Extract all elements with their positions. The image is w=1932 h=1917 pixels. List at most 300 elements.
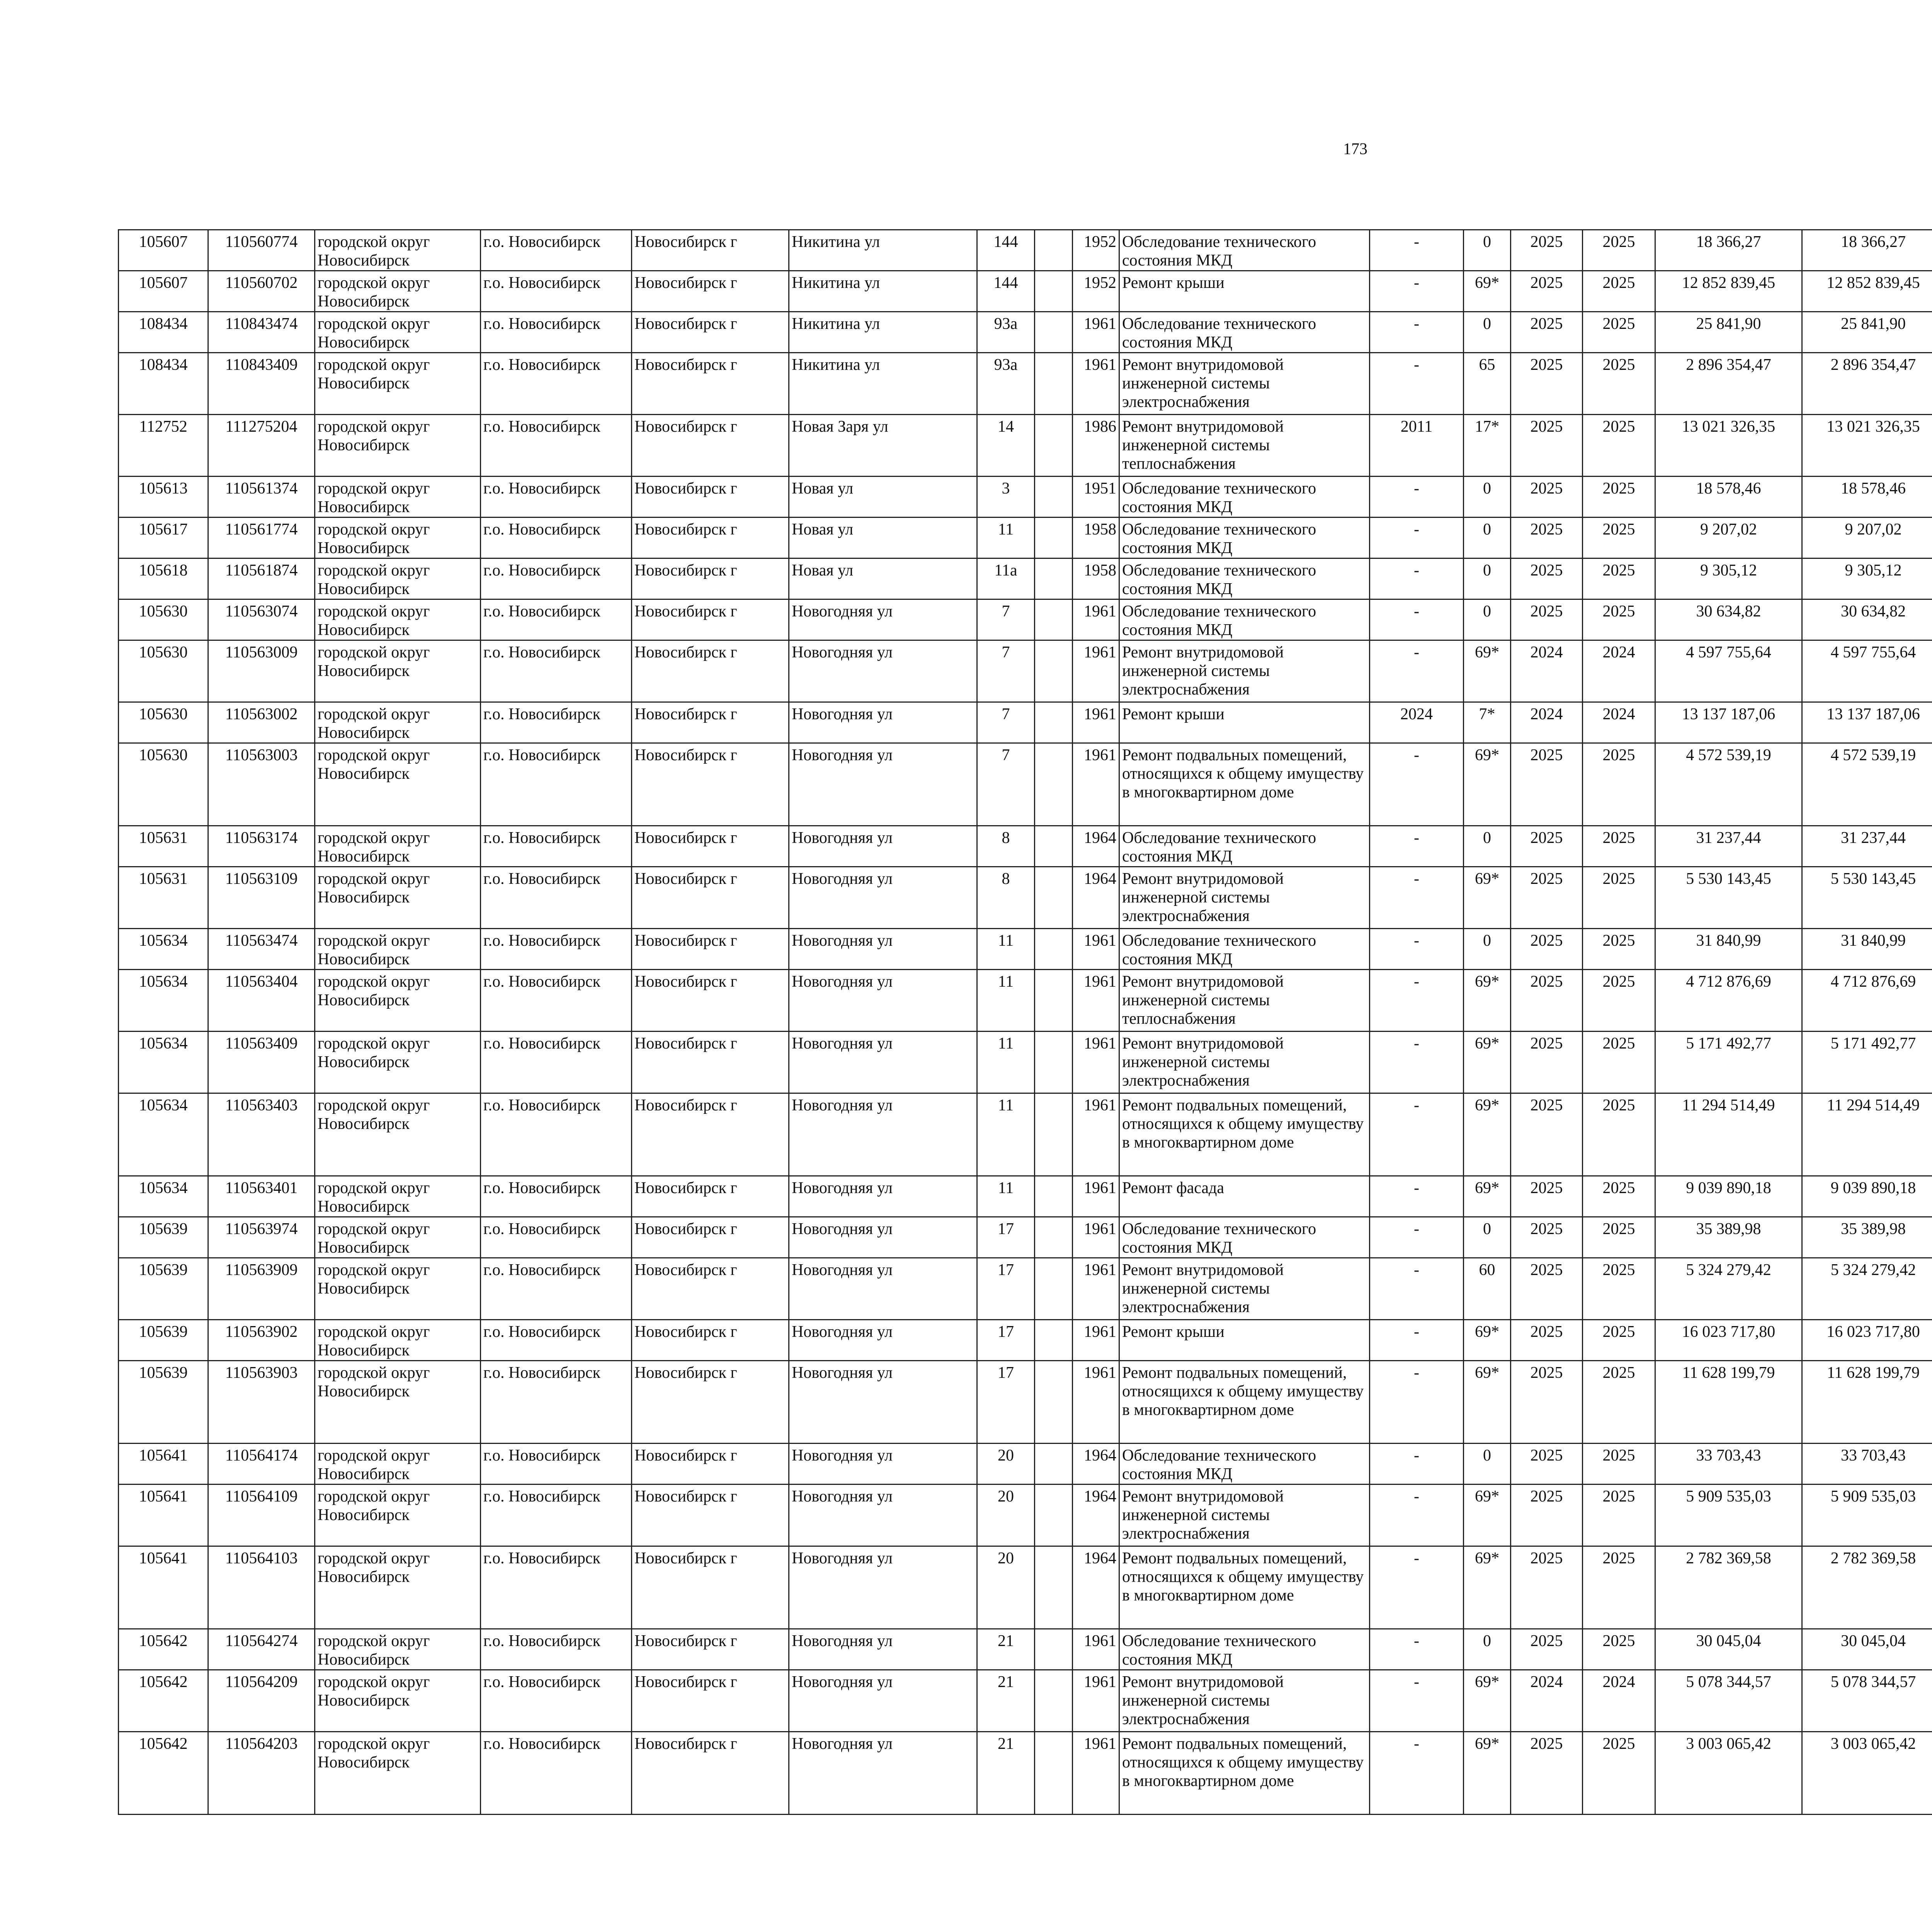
table-row (119, 271, 1932, 312)
house-id-cell: 105630 (119, 640, 208, 702)
total-cost-cell: 9 039 890,18 (1655, 1176, 1802, 1217)
house-number-cell: 20 (977, 1546, 1035, 1629)
build-year-cell: 1961 (1073, 702, 1119, 743)
house-number-cell: 3 (977, 477, 1035, 518)
total-cost-cell: 2 896 354,47 (1655, 353, 1802, 415)
work-id-cell: 110563909 (208, 1258, 315, 1320)
district-cell: г.о. Новосибирск (481, 1093, 632, 1176)
fund-cost-cell: 30 045,04 (1802, 1629, 1932, 1670)
plan-end-year-cell: 2025 (1583, 558, 1655, 599)
plan-end-year-cell: 2025 (1583, 271, 1655, 312)
fund-cost-cell: 2 896 354,47 (1802, 353, 1932, 415)
work-type-cell: Ремонт внутридомовой инженерной системы электроснабжения (1119, 867, 1370, 929)
work-type-cell: Обследование технического состояния МКД (1119, 1217, 1370, 1258)
house-id-cell: 105631 (119, 867, 208, 929)
work-type-cell: Ремонт внутридомовой инженерной системы электроснабжения (1119, 353, 1370, 415)
wear-percent-cell: 0 (1464, 230, 1511, 271)
municipality-cell: городской округ Новосибирск (315, 640, 481, 702)
build-year-cell: 1961 (1073, 1670, 1119, 1732)
total-cost-cell: 12 852 839,45 (1655, 271, 1802, 312)
work-id-cell: 110563409 (208, 1032, 315, 1093)
house-number-cell: 7 (977, 743, 1035, 826)
last-repair-year-cell: - (1370, 1032, 1464, 1093)
fund-cost-cell: 30 634,82 (1802, 599, 1932, 640)
district-cell: г.о. Новосибирск (481, 1629, 632, 1670)
table-row (119, 1732, 1932, 1815)
work-id-cell: 110563974 (208, 1217, 315, 1258)
street-cell: Новая Заря ул (789, 415, 977, 477)
last-repair-year-cell: - (1370, 230, 1464, 271)
fund-cost-cell: 4 597 755,64 (1802, 640, 1932, 702)
locality-cell: Новосибирск г (632, 599, 789, 640)
total-cost-cell: 9 207,02 (1655, 518, 1802, 558)
work-id-cell: 110564109 (208, 1485, 315, 1546)
build-year-cell: 1961 (1073, 353, 1119, 415)
house-number-cell: 20 (977, 1444, 1035, 1485)
last-repair-year-cell: - (1370, 1217, 1464, 1258)
table-row (119, 826, 1932, 867)
street-cell: Новогодняя ул (789, 1670, 977, 1732)
building-cell (1035, 1176, 1073, 1217)
plan-end-year-cell: 2025 (1583, 1320, 1655, 1361)
street-cell: Новогодняя ул (789, 702, 977, 743)
work-type-cell: Обследование технического состояния МКД (1119, 230, 1370, 271)
plan-end-year-cell: 2025 (1583, 1032, 1655, 1093)
fund-cost-cell: 4 712 876,69 (1802, 970, 1932, 1032)
wear-percent-cell: 69* (1464, 1361, 1511, 1444)
house-id-cell: 105642 (119, 1732, 208, 1815)
plan-end-year-cell: 2025 (1583, 230, 1655, 271)
plan-end-year-cell: 2025 (1583, 1732, 1655, 1815)
fund-cost-cell: 16 023 717,80 (1802, 1320, 1932, 1361)
wear-percent-cell: 69* (1464, 640, 1511, 702)
building-cell (1035, 271, 1073, 312)
work-id-cell: 110563401 (208, 1176, 315, 1217)
work-id-cell: 110561774 (208, 518, 315, 558)
plan-start-year-cell: 2025 (1511, 970, 1583, 1032)
building-cell (1035, 353, 1073, 415)
last-repair-year-cell: - (1370, 743, 1464, 826)
fund-cost-cell: 3 003 065,42 (1802, 1732, 1932, 1815)
work-type-cell: Ремонт подвальных помещений, относящихся к общему имуществу в многоквартирном доме (1119, 1093, 1370, 1176)
plan-end-year-cell: 2025 (1583, 415, 1655, 477)
total-cost-cell: 13 021 326,35 (1655, 415, 1802, 477)
locality-cell: Новосибирск г (632, 271, 789, 312)
street-cell: Новогодняя ул (789, 1176, 977, 1217)
street-cell: Новогодняя ул (789, 970, 977, 1032)
work-type-cell: Обследование технического состояния МКД (1119, 477, 1370, 518)
locality-cell: Новосибирск г (632, 970, 789, 1032)
house-id-cell: 105639 (119, 1361, 208, 1444)
work-type-cell: Ремонт внутридомовой инженерной системы электроснабжения (1119, 1670, 1370, 1732)
house-id-cell: 105634 (119, 1176, 208, 1217)
last-repair-year-cell: - (1370, 1629, 1464, 1670)
build-year-cell: 1964 (1073, 1485, 1119, 1546)
building-cell (1035, 1258, 1073, 1320)
work-type-cell: Ремонт внутридомовой инженерной системы электроснабжения (1119, 1032, 1370, 1093)
work-type-cell: Обследование технического состояния МКД (1119, 1629, 1370, 1670)
work-type-cell: Ремонт внутридомовой инженерной системы электроснабжения (1119, 640, 1370, 702)
street-cell: Новогодняя ул (789, 1093, 977, 1176)
wear-percent-cell: 0 (1464, 1629, 1511, 1670)
plan-end-year-cell: 2025 (1583, 518, 1655, 558)
plan-start-year-cell: 2025 (1511, 1444, 1583, 1485)
fund-cost-cell: 13 021 326,35 (1802, 415, 1932, 477)
wear-percent-cell: 0 (1464, 1444, 1511, 1485)
build-year-cell: 1961 (1073, 970, 1119, 1032)
municipality-cell: городской округ Новосибирск (315, 826, 481, 867)
house-number-cell: 144 (977, 230, 1035, 271)
fund-cost-cell: 5 171 492,77 (1802, 1032, 1932, 1093)
house-id-cell: 105631 (119, 826, 208, 867)
plan-end-year-cell: 2025 (1583, 929, 1655, 970)
municipality-cell: городской округ Новосибирск (315, 477, 481, 518)
plan-end-year-cell: 2025 (1583, 1444, 1655, 1485)
locality-cell: Новосибирск г (632, 1670, 789, 1732)
house-number-cell: 21 (977, 1670, 1035, 1732)
municipality-cell: городской округ Новосибирск (315, 1176, 481, 1217)
plan-end-year-cell: 2025 (1583, 970, 1655, 1032)
build-year-cell: 1961 (1073, 1217, 1119, 1258)
build-year-cell: 1961 (1073, 1320, 1119, 1361)
build-year-cell: 1961 (1073, 743, 1119, 826)
total-cost-cell: 3 003 065,42 (1655, 1732, 1802, 1815)
fund-cost-cell: 9 207,02 (1802, 518, 1932, 558)
build-year-cell: 1961 (1073, 1093, 1119, 1176)
district-cell: г.о. Новосибирск (481, 1732, 632, 1815)
build-year-cell: 1952 (1073, 271, 1119, 312)
fund-cost-cell: 2 782 369,58 (1802, 1546, 1932, 1629)
municipality-cell: городской округ Новосибирск (315, 1361, 481, 1444)
plan-start-year-cell: 2024 (1511, 1670, 1583, 1732)
work-type-cell: Ремонт подвальных помещений, относящихся к общему имуществу в многоквартирном доме (1119, 1361, 1370, 1444)
fund-cost-cell: 11 628 199,79 (1802, 1361, 1932, 1444)
district-cell: г.о. Новосибирск (481, 1320, 632, 1361)
wear-percent-cell: 69* (1464, 1485, 1511, 1546)
work-id-cell: 110564174 (208, 1444, 315, 1485)
last-repair-year-cell: - (1370, 826, 1464, 867)
last-repair-year-cell: - (1370, 599, 1464, 640)
table-row (119, 415, 1932, 477)
table-row (119, 970, 1932, 1032)
municipality-cell: городской округ Новосибирск (315, 312, 481, 353)
last-repair-year-cell: 2011 (1370, 415, 1464, 477)
total-cost-cell: 16 023 717,80 (1655, 1320, 1802, 1361)
street-cell: Новогодняя ул (789, 929, 977, 970)
work-type-cell: Ремонт фасада (1119, 1176, 1370, 1217)
locality-cell: Новосибирск г (632, 477, 789, 518)
district-cell: г.о. Новосибирск (481, 1444, 632, 1485)
work-id-cell: 110564274 (208, 1629, 315, 1670)
building-cell (1035, 1629, 1073, 1670)
building-cell (1035, 599, 1073, 640)
district-cell: г.о. Новосибирск (481, 640, 632, 702)
total-cost-cell: 30 634,82 (1655, 599, 1802, 640)
district-cell: г.о. Новосибирск (481, 1670, 632, 1732)
plan-start-year-cell: 2025 (1511, 599, 1583, 640)
fund-cost-cell: 18 366,27 (1802, 230, 1932, 271)
building-cell (1035, 826, 1073, 867)
district-cell: г.о. Новосибирск (481, 230, 632, 271)
building-cell (1035, 1485, 1073, 1546)
fund-cost-cell: 5 078 344,57 (1802, 1670, 1932, 1732)
last-repair-year-cell: - (1370, 867, 1464, 929)
wear-percent-cell: 69* (1464, 1176, 1511, 1217)
district-cell: г.о. Новосибирск (481, 826, 632, 867)
plan-end-year-cell: 2025 (1583, 477, 1655, 518)
district-cell: г.о. Новосибирск (481, 867, 632, 929)
table-row (119, 558, 1932, 599)
house-number-cell: 7 (977, 640, 1035, 702)
district-cell: г.о. Новосибирск (481, 477, 632, 518)
house-id-cell: 105607 (119, 271, 208, 312)
house-id-cell: 108434 (119, 353, 208, 415)
plan-start-year-cell: 2025 (1511, 1176, 1583, 1217)
fund-cost-cell: 18 578,46 (1802, 477, 1932, 518)
house-id-cell: 105607 (119, 230, 208, 271)
total-cost-cell: 9 305,12 (1655, 558, 1802, 599)
plan-end-year-cell: 2025 (1583, 1546, 1655, 1629)
plan-start-year-cell: 2024 (1511, 702, 1583, 743)
street-cell: Новогодняя ул (789, 1361, 977, 1444)
building-cell (1035, 230, 1073, 271)
house-id-cell: 105641 (119, 1485, 208, 1546)
plan-end-year-cell: 2025 (1583, 1258, 1655, 1320)
plan-start-year-cell: 2025 (1511, 271, 1583, 312)
house-number-cell: 7 (977, 702, 1035, 743)
last-repair-year-cell: - (1370, 1546, 1464, 1629)
fund-cost-cell: 12 852 839,45 (1802, 271, 1932, 312)
build-year-cell: 1951 (1073, 477, 1119, 518)
locality-cell: Новосибирск г (632, 640, 789, 702)
table-row (119, 518, 1932, 558)
work-type-cell: Обследование технического состояния МКД (1119, 929, 1370, 970)
locality-cell: Новосибирск г (632, 702, 789, 743)
work-id-cell: 110563074 (208, 599, 315, 640)
build-year-cell: 1961 (1073, 1032, 1119, 1093)
municipality-cell: городской округ Новосибирск (315, 1217, 481, 1258)
last-repair-year-cell: - (1370, 1258, 1464, 1320)
district-cell: г.о. Новосибирск (481, 1217, 632, 1258)
district-cell: г.о. Новосибирск (481, 1546, 632, 1629)
last-repair-year-cell: - (1370, 1093, 1464, 1176)
total-cost-cell: 11 294 514,49 (1655, 1093, 1802, 1176)
work-id-cell: 110563174 (208, 826, 315, 867)
last-repair-year-cell: - (1370, 518, 1464, 558)
district-cell: г.о. Новосибирск (481, 1361, 632, 1444)
wear-percent-cell: 69* (1464, 271, 1511, 312)
street-cell: Никитина ул (789, 312, 977, 353)
plan-end-year-cell: 2025 (1583, 1093, 1655, 1176)
build-year-cell: 1961 (1073, 929, 1119, 970)
table-row (119, 1176, 1932, 1217)
building-cell (1035, 1670, 1073, 1732)
wear-percent-cell: 69* (1464, 1032, 1511, 1093)
building-cell (1035, 1032, 1073, 1093)
plan-start-year-cell: 2025 (1511, 1217, 1583, 1258)
plan-start-year-cell: 2025 (1511, 230, 1583, 271)
last-repair-year-cell: - (1370, 1176, 1464, 1217)
wear-percent-cell: 69* (1464, 1732, 1511, 1815)
street-cell: Новогодняя ул (789, 743, 977, 826)
street-cell: Новогодняя ул (789, 1320, 977, 1361)
wear-percent-cell: 0 (1464, 826, 1511, 867)
district-cell: г.о. Новосибирск (481, 1258, 632, 1320)
municipality-cell: городской округ Новосибирск (315, 1546, 481, 1629)
locality-cell: Новосибирск г (632, 929, 789, 970)
work-id-cell: 110563903 (208, 1361, 315, 1444)
wear-percent-cell: 69* (1464, 1320, 1511, 1361)
fund-cost-cell: 13 137 187,06 (1802, 702, 1932, 743)
wear-percent-cell: 69* (1464, 867, 1511, 929)
plan-start-year-cell: 2025 (1511, 1629, 1583, 1670)
building-cell (1035, 1217, 1073, 1258)
page-number: 173 (1343, 140, 1367, 158)
plan-start-year-cell: 2025 (1511, 415, 1583, 477)
table-row (119, 1546, 1932, 1629)
district-cell: г.о. Новосибирск (481, 1485, 632, 1546)
plan-end-year-cell: 2024 (1583, 1670, 1655, 1732)
wear-percent-cell: 69* (1464, 1670, 1511, 1732)
house-id-cell: 105618 (119, 558, 208, 599)
house-number-cell: 17 (977, 1320, 1035, 1361)
plan-start-year-cell: 2025 (1511, 1732, 1583, 1815)
work-type-cell: Ремонт внутридомовой инженерной системы теплоснабжения (1119, 415, 1370, 477)
municipality-cell: городской округ Новосибирск (315, 230, 481, 271)
total-cost-cell: 5 909 535,03 (1655, 1485, 1802, 1546)
locality-cell: Новосибирск г (632, 353, 789, 415)
work-type-cell: Ремонт крыши (1119, 702, 1370, 743)
street-cell: Новогодняя ул (789, 1546, 977, 1629)
building-cell (1035, 558, 1073, 599)
house-number-cell: 21 (977, 1629, 1035, 1670)
municipality-cell: городской округ Новосибирск (315, 1444, 481, 1485)
plan-start-year-cell: 2025 (1511, 477, 1583, 518)
street-cell: Новая ул (789, 477, 977, 518)
locality-cell: Новосибирск г (632, 1093, 789, 1176)
house-number-cell: 144 (977, 271, 1035, 312)
street-cell: Новогодняя ул (789, 1485, 977, 1546)
total-cost-cell: 13 137 187,06 (1655, 702, 1802, 743)
street-cell: Новогодняя ул (789, 1444, 977, 1485)
house-number-cell: 93а (977, 353, 1035, 415)
work-id-cell: 110563003 (208, 743, 315, 826)
work-id-cell: 110563404 (208, 970, 315, 1032)
fund-cost-cell: 4 572 539,19 (1802, 743, 1932, 826)
build-year-cell: 1958 (1073, 558, 1119, 599)
plan-start-year-cell: 2025 (1511, 1032, 1583, 1093)
locality-cell: Новосибирск г (632, 558, 789, 599)
table-row (119, 867, 1932, 929)
table-row (119, 1485, 1932, 1546)
wear-percent-cell: 0 (1464, 929, 1511, 970)
street-cell: Новогодняя ул (789, 1258, 977, 1320)
plan-end-year-cell: 2024 (1583, 640, 1655, 702)
house-id-cell: 105634 (119, 970, 208, 1032)
last-repair-year-cell: 2024 (1370, 702, 1464, 743)
register-body (119, 230, 1932, 1815)
house-number-cell: 14 (977, 415, 1035, 477)
plan-start-year-cell: 2025 (1511, 1546, 1583, 1629)
building-cell (1035, 929, 1073, 970)
locality-cell: Новосибирск г (632, 312, 789, 353)
work-id-cell: 110563902 (208, 1320, 315, 1361)
district-cell: г.о. Новосибирск (481, 743, 632, 826)
work-id-cell: 110561874 (208, 558, 315, 599)
fund-cost-cell: 25 841,90 (1802, 312, 1932, 353)
build-year-cell: 1961 (1073, 1361, 1119, 1444)
municipality-cell: городской округ Новосибирск (315, 743, 481, 826)
plan-end-year-cell: 2025 (1583, 743, 1655, 826)
plan-end-year-cell: 2025 (1583, 1361, 1655, 1444)
work-type-cell: Ремонт подвальных помещений, относящихся к общему имуществу в многоквартирном доме (1119, 1732, 1370, 1815)
fund-cost-cell: 5 909 535,03 (1802, 1485, 1932, 1546)
fund-cost-cell: 5 324 279,42 (1802, 1258, 1932, 1320)
district-cell: г.о. Новосибирск (481, 415, 632, 477)
building-cell (1035, 640, 1073, 702)
municipality-cell: городской округ Новосибирск (315, 599, 481, 640)
house-id-cell: 105639 (119, 1320, 208, 1361)
plan-start-year-cell: 2025 (1511, 826, 1583, 867)
build-year-cell: 1964 (1073, 1444, 1119, 1485)
total-cost-cell: 25 841,90 (1655, 312, 1802, 353)
locality-cell: Новосибирск г (632, 1546, 789, 1629)
wear-percent-cell: 0 (1464, 599, 1511, 640)
locality-cell: Новосибирск г (632, 1217, 789, 1258)
capital-repair-register-table (118, 229, 1932, 1815)
work-id-cell: 110563474 (208, 929, 315, 970)
plan-start-year-cell: 2025 (1511, 743, 1583, 826)
wear-percent-cell: 65 (1464, 353, 1511, 415)
wear-percent-cell: 0 (1464, 1217, 1511, 1258)
locality-cell: Новосибирск г (632, 1258, 789, 1320)
build-year-cell: 1964 (1073, 826, 1119, 867)
municipality-cell: городской округ Новосибирск (315, 970, 481, 1032)
work-id-cell: 110563403 (208, 1093, 315, 1176)
district-cell: г.о. Новосибирск (481, 1176, 632, 1217)
house-id-cell: 105617 (119, 518, 208, 558)
build-year-cell: 1961 (1073, 1176, 1119, 1217)
total-cost-cell: 35 389,98 (1655, 1217, 1802, 1258)
house-id-cell: 105634 (119, 1032, 208, 1093)
locality-cell: Новосибирск г (632, 743, 789, 826)
plan-end-year-cell: 2025 (1583, 867, 1655, 929)
total-cost-cell: 30 045,04 (1655, 1629, 1802, 1670)
municipality-cell: городской округ Новосибирск (315, 1732, 481, 1815)
house-id-cell: 105639 (119, 1217, 208, 1258)
house-id-cell: 105641 (119, 1546, 208, 1629)
street-cell: Новая ул (789, 558, 977, 599)
total-cost-cell: 5 530 143,45 (1655, 867, 1802, 929)
plan-end-year-cell: 2024 (1583, 702, 1655, 743)
last-repair-year-cell: - (1370, 970, 1464, 1032)
plan-start-year-cell: 2025 (1511, 1361, 1583, 1444)
house-number-cell: 8 (977, 826, 1035, 867)
house-id-cell: 112752 (119, 415, 208, 477)
work-id-cell: 110843409 (208, 353, 315, 415)
street-cell: Новогодняя ул (789, 599, 977, 640)
wear-percent-cell: 0 (1464, 558, 1511, 599)
build-year-cell: 1986 (1073, 415, 1119, 477)
house-id-cell: 105642 (119, 1670, 208, 1732)
municipality-cell: городской округ Новосибирск (315, 1320, 481, 1361)
work-type-cell: Обследование технического состояния МКД (1119, 518, 1370, 558)
last-repair-year-cell: - (1370, 477, 1464, 518)
building-cell (1035, 867, 1073, 929)
fund-cost-cell: 33 703,43 (1802, 1444, 1932, 1485)
last-repair-year-cell: - (1370, 1361, 1464, 1444)
work-id-cell: 110560702 (208, 271, 315, 312)
